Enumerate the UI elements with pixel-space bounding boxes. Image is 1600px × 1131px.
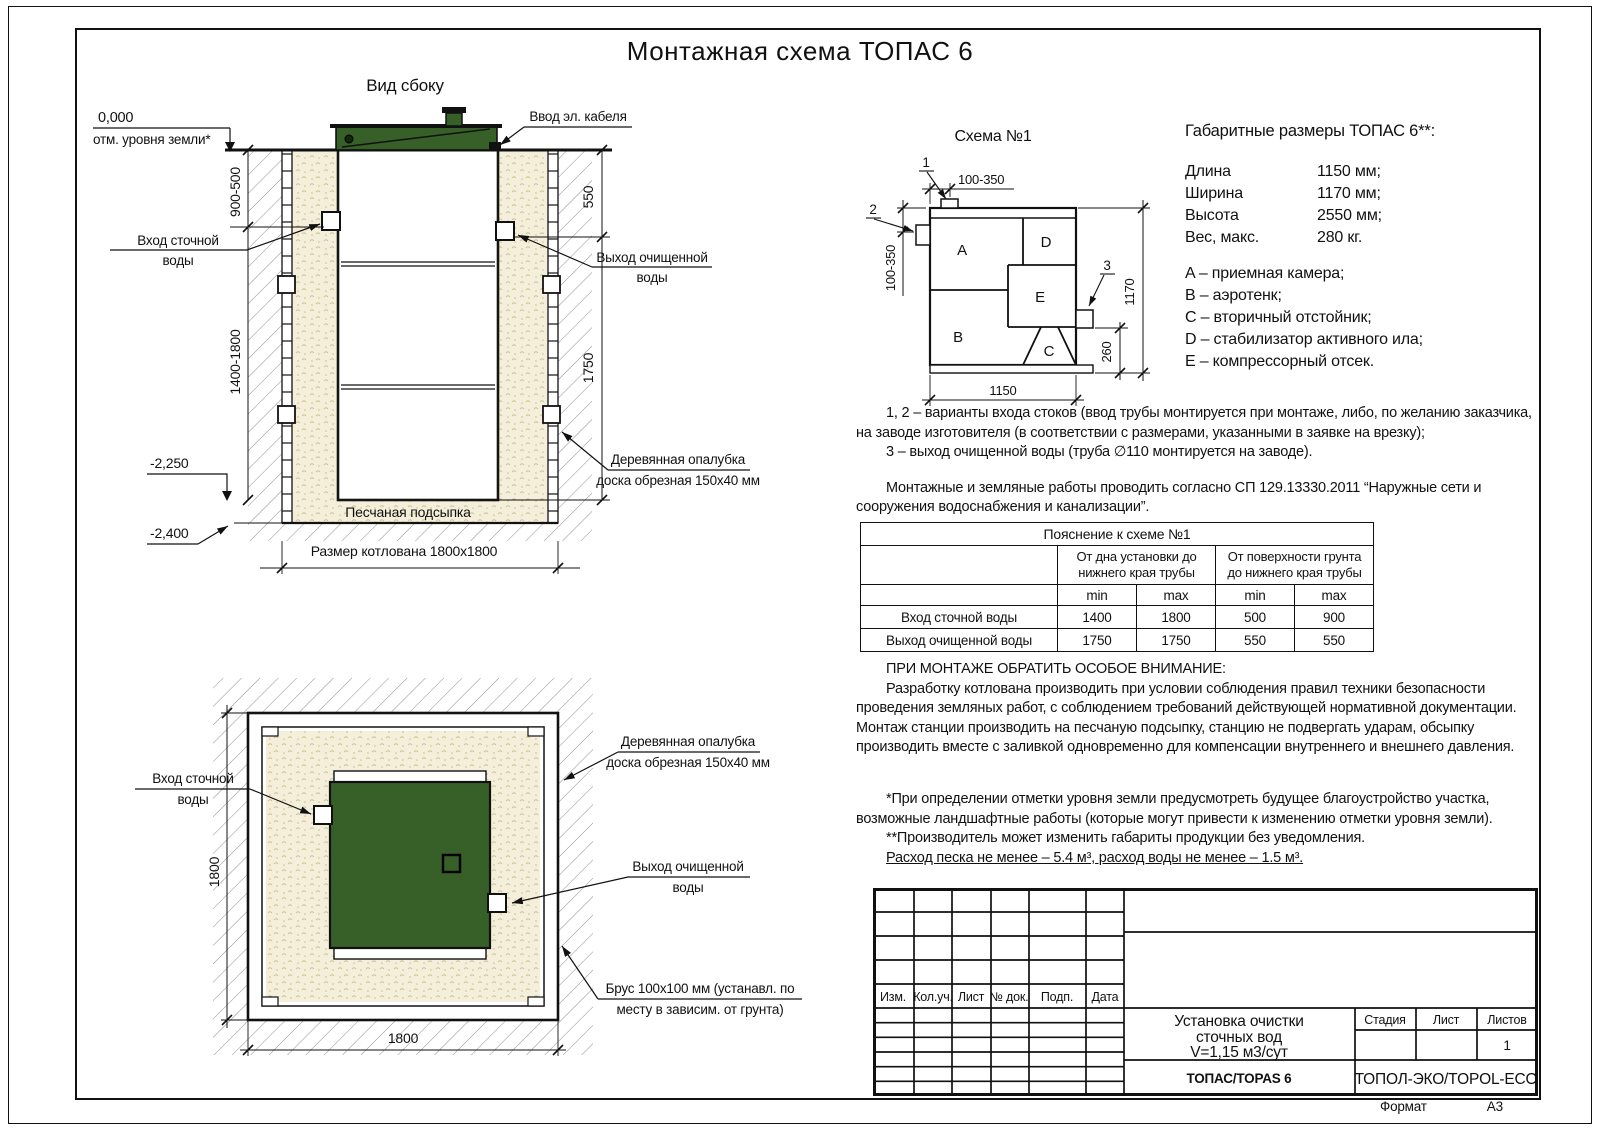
table-group-1: От дна установки до нижнего края трубы bbox=[1058, 546, 1216, 585]
legend-item: C – вторичный отстойник; bbox=[1185, 309, 1372, 326]
doc-title-line3: V=1,15 м3/сут bbox=[1190, 1044, 1288, 1061]
formwork-label-1: Деревянная опалубка bbox=[610, 452, 746, 467]
legend-item: A – приемная камера; bbox=[1185, 265, 1345, 282]
compartment-c: C bbox=[1043, 343, 1055, 360]
spec-row: Длина 1150 мм; bbox=[1185, 163, 1381, 180]
footnote-star: *При определении отметки уровня земли предусмотреть будущее благоустройство участка, возможные ландшафтные работы (которые могут привести к изменению отметки уровня земли). bbox=[856, 791, 1493, 827]
outlet-pipe-stub bbox=[496, 222, 514, 240]
brand-name: ТОПОЛ-ЭКО/TOPOL-ECO bbox=[1354, 1071, 1538, 1088]
ground-level-label: отм. уровня земли* bbox=[93, 132, 211, 147]
dim-right-bottom: 1750 bbox=[580, 352, 596, 384]
compartment-b: B bbox=[953, 329, 963, 346]
formwork-left bbox=[282, 150, 292, 523]
format-label: Формат bbox=[1380, 1099, 1427, 1114]
table-row: Вход сточной воды 1400 1800 500 900 bbox=[861, 606, 1374, 629]
dim-height: 1800 bbox=[206, 856, 222, 888]
formwork-label-plan-1: Деревянная опалубка bbox=[620, 734, 756, 749]
scheme-dim-outlet: 260 bbox=[1099, 341, 1114, 363]
svg-text:Дата: Дата bbox=[1091, 990, 1119, 1004]
page-title: Монтажная схема ТОПАС 6 bbox=[626, 36, 974, 66]
scheme-dim-bottom: 1150 bbox=[989, 383, 1017, 398]
side-view-title: Вид сбоку bbox=[366, 76, 444, 95]
scheme-dim-top: 100-350 bbox=[958, 172, 1005, 187]
scheme-body bbox=[930, 208, 1076, 365]
sheet-label: Лист bbox=[1432, 1013, 1460, 1027]
dim-depth-top: 900-500 bbox=[227, 167, 243, 217]
title-block bbox=[873, 888, 1538, 1096]
sand-backfill-right bbox=[498, 150, 548, 523]
dim-right-top: 550 bbox=[580, 185, 596, 209]
svg-text:№ док.: № док. bbox=[989, 990, 1029, 1004]
top-view-drawing bbox=[130, 655, 812, 1075]
note-works: Монтажные и земляные работы проводить согласно СП 129.13330.2011 “Наружные сети и сооружения водоснабжения и канализации”. bbox=[856, 479, 1482, 515]
svg-text:Лист: Лист bbox=[957, 990, 985, 1004]
pipe-variants-notes bbox=[856, 404, 1546, 518]
table-title: Пояснение к схеме №1 bbox=[861, 523, 1374, 546]
attention-note bbox=[856, 660, 1546, 758]
attention-body: Разработку котлована производить при условии соблюдения правил техники безопасности проведения земляных работ, с соблюдением требований действующей нормативной документации. Монтаж станции производить на песчаную подсыпку, станцию не подвергать ударам, обсыпку производить вместе с заливкой одновременно для компенсации внутреннего и внешнего давления. bbox=[856, 680, 1517, 755]
callout-3: 3 bbox=[1103, 258, 1111, 273]
outlet-label-plan-2: воды bbox=[672, 880, 704, 895]
dim-width: 1800 bbox=[387, 1030, 419, 1046]
vent-cap bbox=[442, 107, 466, 113]
zero-mark: 0,000 bbox=[98, 110, 134, 126]
svg-text:Подп.: Подп. bbox=[1040, 990, 1074, 1004]
scheme1-drawing bbox=[840, 120, 1172, 415]
svg-text:Кол.уч.: Кол.уч. bbox=[913, 990, 953, 1004]
dimensions-spec bbox=[1185, 122, 1525, 373]
compartment-a: A bbox=[957, 242, 967, 259]
legend-item: B – аэротенк; bbox=[1185, 287, 1282, 304]
explanation-table: Пояснение к схеме №1 От дна установки до нижнего края трубы От поверхности грунта до нижнего края трубы min max min max Вход сточной воды 1400 1800 500 900 Выход очищенной воды 1750 1750 550 550 bbox=[860, 522, 1374, 652]
sand-bed-label: Песчаная подсыпка bbox=[345, 504, 471, 520]
outlet-pipe-stub-plan bbox=[488, 894, 506, 912]
scheme-inlet-top bbox=[941, 199, 958, 208]
sheets-value: 1 bbox=[1503, 1038, 1511, 1053]
note-variants-2: 3 – выход очищенной воды (труба ∅110 монтируется на заводе). bbox=[886, 444, 1313, 460]
formwork-label-2: доска обрезная 150х40 мм bbox=[596, 473, 760, 488]
timber-label-2: месту в зависим. от грунта) bbox=[616, 1002, 784, 1017]
compartment-legend bbox=[1185, 263, 1525, 373]
sand-backfill-left bbox=[292, 150, 338, 523]
formwork-right bbox=[548, 150, 558, 523]
callout-1: 1 bbox=[922, 155, 930, 170]
svg-text:Изм.: Изм. bbox=[880, 990, 906, 1004]
soil-hatch-bottom bbox=[248, 523, 592, 541]
scheme-title: Схема №1 bbox=[954, 128, 1032, 145]
attention-title: ПРИ МОНТАЖЕ ОБРАТИТЬ ОСОБОЕ ВНИМАНИЕ: bbox=[886, 661, 1226, 677]
inlet-label-plan-2: воды bbox=[177, 792, 209, 807]
outlet-label-plan-1: Выход очищенной bbox=[632, 859, 744, 874]
cable-entry-point bbox=[489, 142, 501, 151]
doc-title-line1: Установка очистки bbox=[1174, 1013, 1304, 1030]
scheme-dim-right: 1170 bbox=[1122, 278, 1137, 306]
spec-row: Высота 2550 мм; bbox=[1185, 207, 1382, 224]
pit-size-label: Размер котлована 1800х1800 bbox=[310, 543, 498, 559]
lid-bolt bbox=[345, 135, 353, 143]
inlet-label-2: воды bbox=[162, 253, 194, 268]
footnotes bbox=[856, 790, 1546, 849]
timber-label-1: Брус 100х100 мм (устанавл. по bbox=[605, 981, 795, 996]
scheme-inlet-left bbox=[916, 225, 930, 245]
dim-depth-bottom: 1400-1800 bbox=[227, 329, 243, 395]
table-group-2: От поверхности грунта до нижнего края трубы bbox=[1216, 546, 1374, 585]
table-row: Выход очищенной воды 1750 1750 550 550 bbox=[861, 629, 1374, 652]
cable-label: Ввод эл. кабеля bbox=[529, 109, 627, 124]
legend-item: E – компрессорный отсек. bbox=[1185, 353, 1374, 370]
stage-label: Стадия bbox=[1364, 1013, 1406, 1027]
tank-plan bbox=[330, 782, 490, 948]
inlet-label-1: Вход сточной bbox=[137, 233, 219, 248]
level-pit-bottom: -2,400 bbox=[150, 525, 189, 541]
tank-body bbox=[338, 150, 498, 500]
scheme-dim-left: 100-350 bbox=[883, 244, 898, 292]
outlet-label-1: Выход очищенной bbox=[596, 250, 708, 265]
inlet-pipe-stub-plan bbox=[314, 806, 332, 824]
inlet-label-plan-1: Вход сточной bbox=[152, 771, 234, 786]
formwork-label-plan-2: доска обрезная 150х40 мм bbox=[606, 755, 770, 770]
scheme-base-band bbox=[930, 365, 1093, 373]
footnote-double-star: **Производитель может изменить габариты продукции без уведомления. bbox=[886, 830, 1365, 846]
scheme-outlet bbox=[1076, 310, 1093, 328]
model-name: ТОПАС/TOPAS 6 bbox=[1186, 1071, 1292, 1086]
note-variants-1: 1, 2 – варианты входа стоков (ввод трубы монтируется при монтаже, либо, по желанию заказчика, на заводе изготовителя (в соответствии с размерами, указанными в заявке на врезку); bbox=[856, 405, 1532, 441]
compartment-d: D bbox=[1040, 234, 1052, 251]
consumption-note: Расход песка не менее – 5.4 м³, расход воды не менее – 1.5 м³. bbox=[886, 850, 1304, 866]
outlet-label-2: воды bbox=[636, 270, 668, 285]
side-view-drawing bbox=[85, 60, 797, 585]
compartment-e: E bbox=[1035, 289, 1045, 306]
format-value: А3 bbox=[1486, 1099, 1503, 1114]
inlet-pipe-stub bbox=[322, 212, 340, 230]
spec-row: Вес, макс. 280 кг. bbox=[1185, 229, 1363, 246]
callout-2: 2 bbox=[869, 202, 877, 217]
specs-title: Габаритные размеры ТОПАС 6**: bbox=[1185, 122, 1435, 140]
doc-title-line2: сточных вод bbox=[1196, 1029, 1282, 1046]
sheets-label: Листов bbox=[1487, 1013, 1527, 1027]
format-line bbox=[1380, 1099, 1530, 1114]
legend-item: D – стабилизатор активного ила; bbox=[1185, 331, 1423, 348]
level-tank-bottom: -2,250 bbox=[150, 455, 189, 471]
soil-hatch-left bbox=[248, 150, 282, 523]
spec-row: Ширина 1170 мм; bbox=[1185, 185, 1381, 202]
vent-chimney bbox=[446, 113, 462, 126]
